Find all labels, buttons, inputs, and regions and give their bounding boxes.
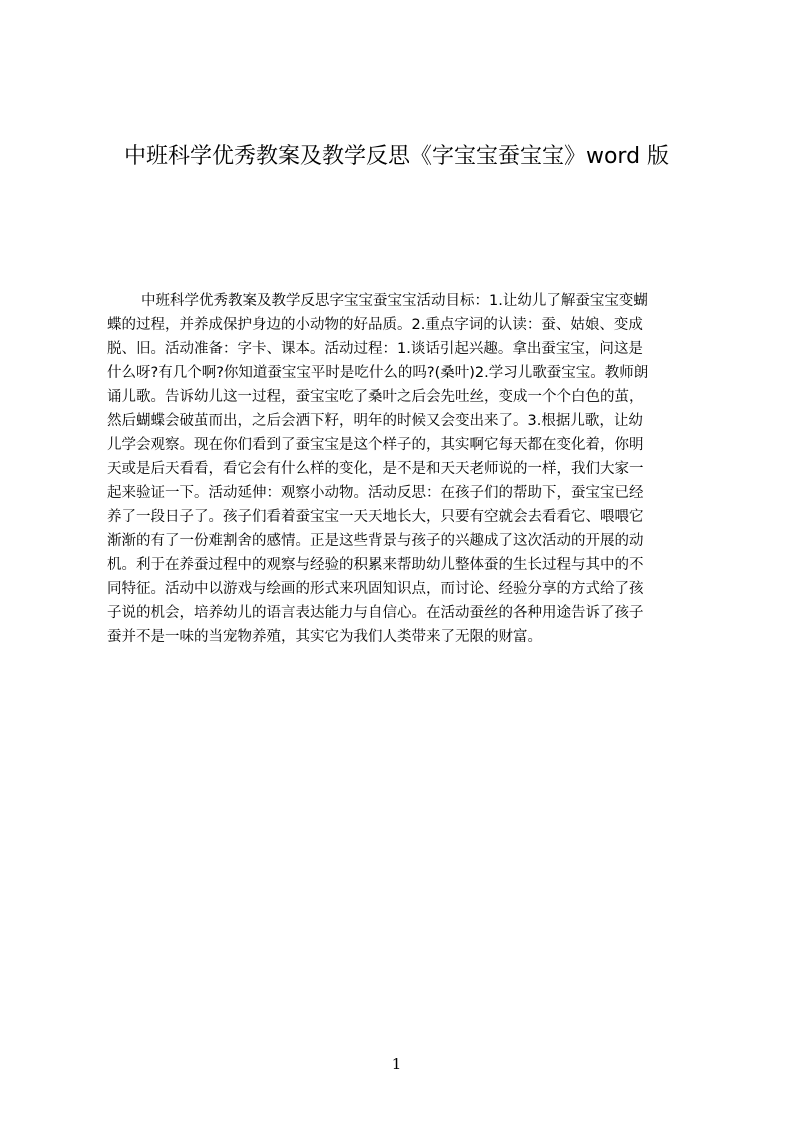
body-line: 天或是后天看看，看它会有什么样的变化，是不是和天天老师说的一样，我们大家一 bbox=[107, 461, 644, 477]
body-paragraph bbox=[107, 289, 699, 689]
body-line: 然后蝴蝶会破茧而出，之后会洒下籽，明年的时候又会变出来了。3.根据儿歌，让幼 bbox=[107, 413, 643, 429]
body-line: 养了一段日子了。孩子们看着蚕宝宝一天天地长大，只要有空就会去看看它、喂喂它 bbox=[107, 509, 644, 525]
body-line: 机。利于在养蚕过程中的观察与经验的积累来帮助幼儿整体蚕的生长过程与其中的不 bbox=[107, 557, 644, 573]
body-line: 中班科学优秀教案及教学反思字宝宝蚕宝宝活动目标：1.让幼儿了解蚕宝宝变蝴 bbox=[141, 293, 648, 309]
body-line: 儿学会观察。现在你们看到了蚕宝宝是这个样子的，其实啊它每天都在变化着，你明 bbox=[107, 437, 644, 453]
body-line: 蚕并不是一味的当宠物养殖，其实它为我们人类带来了无限的财富。 bbox=[107, 629, 542, 645]
body-line: 同特征。活动中以游戏与绘画的形式来巩固知识点，而讨论、经验分享的方式给了孩 bbox=[107, 581, 644, 597]
body-line: 诵儿歌。告诉幼儿这一过程，蚕宝宝吃了桑叶之后会先吐丝，变成一个个白色的茧， bbox=[107, 389, 644, 405]
body-line: 脱、旧。活动准备：字卡、课本。活动过程：1.谈话引起兴趣。拿出蚕宝宝，问这是 bbox=[107, 341, 643, 357]
body-line: 什么呀?有几个啊?你知道蚕宝宝平时是吃什么的吗?(桑叶)2.学习儿歌蚕宝宝。教师朗 bbox=[107, 365, 649, 381]
body-line: 起来验证一下。活动延伸：观察小动物。活动反思：在孩子们的帮助下，蚕宝宝已经 bbox=[107, 485, 644, 501]
body-line: 渐渐的有了一份难割舍的感情。正是这些背景与孩子的兴趣成了这次活动的开展的动 bbox=[107, 533, 644, 549]
document-title: 中班科学优秀教案及教学反思《字宝宝蚕宝宝》word 版 bbox=[123, 144, 670, 169]
page-number: 1 bbox=[391, 1055, 402, 1073]
body-line: 蝶的过程，并养成保护身边的小动物的好品质。2.重点字词的认读：蚕、姑娘、变成 bbox=[107, 317, 643, 333]
body-line: 子说的机会，培养幼儿的语言表达能力与自信心。在活动蚕丝的各种用途告诉了孩子 bbox=[107, 605, 644, 621]
